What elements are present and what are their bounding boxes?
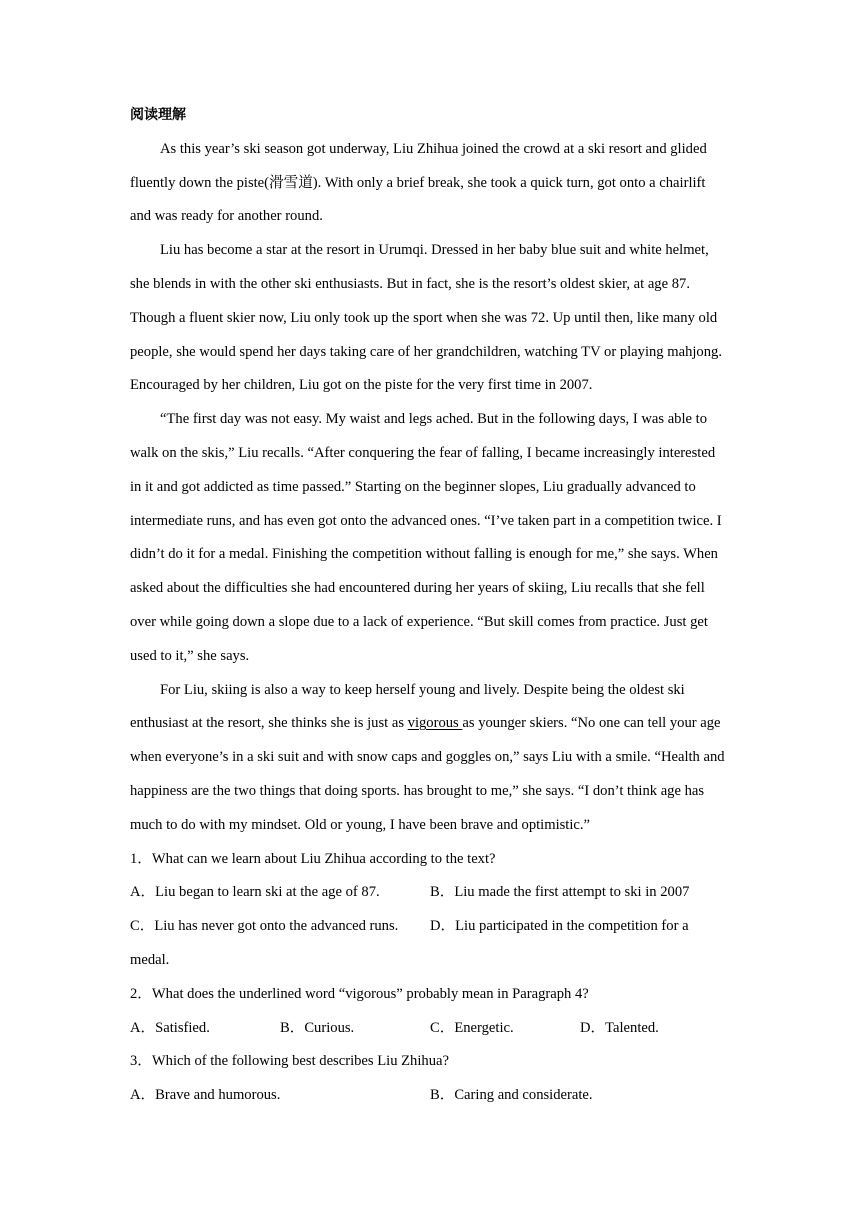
question-2-option-b: B．Curious.	[280, 1019, 355, 1036]
question-3-options-row	[130, 1079, 730, 1113]
underlined-word-vigorous: vigorous	[407, 715, 463, 732]
question-1-options-row-1	[130, 876, 730, 910]
question-1-option-c: C．Liu has never got onto the advanced runs.	[130, 918, 399, 935]
question-2-stem: 2．What does the underlined word “vigorous” probably mean in Paragraph 4?	[130, 985, 589, 1002]
section-heading: 阅读理解	[130, 107, 186, 123]
passage-paragraph-1: As this year’s ski season got underway, Liu Zhihua joined the crowd at a ski resort and glided fluently down the piste(滑雪道). With only a brief break, she took a quick turn, got onto a chairlift and was ready for another round.	[130, 140, 707, 225]
question-1-option-b: B．Liu made the first attempt to ski in 2007	[430, 884, 690, 901]
question-2-option-c: C．Energetic.	[430, 1019, 514, 1036]
question-2-option-d: D．Talented.	[580, 1019, 659, 1036]
question-3-option-a: A．Brave and humorous.	[130, 1087, 281, 1104]
question-2-option-a: A．Satisfied.	[130, 1019, 210, 1036]
question-1-option-a: A．Liu began to learn ski at the age of 87.	[130, 884, 380, 901]
paragraph-4-text-before: For Liu, skiing is also a way to keep herself young and lively. Despite being the oldest ski enthusiast at the resort, she thinks she is just as	[130, 681, 685, 732]
question-1-option-d: D．Liu participated in the competition for a medal.	[130, 918, 689, 968]
document-page	[130, 99, 730, 1113]
passage-paragraph-3: “The first day was not easy. My waist and legs ached. But in the following days, I was able to walk on the skis,” Liu recalls. “After conquering the fear of falling, I became increasingly interested in it and got addicted as time passed.” Starting on the beginner slopes, Liu gradually advanced to intermediate runs, and has even got onto the advanced ones. “I’ve taken part in a competition twice. I didn’t do it for a medal. Finishing the competition without falling is enough for me,” she says. When asked about the difficulties she had encountered during her years of skiing, Liu recalls that she fell over while going down a slope due to a lack of experience. “But skill comes from practice. Just get used to it,” she says.	[130, 411, 722, 664]
paragraph-4-text-after: as younger skiers. “No one can tell your age when everyone’s in a ski suit and with snow caps and goggles on,” says Liu with a smile. “Health and happiness are the two things that doing sports. has brought to me,” she says. “I don’t think age has much to do with my mindset. Old or young, I have been brave and optimistic.”	[130, 715, 725, 833]
passage-paragraph-4	[130, 674, 730, 843]
question-3-stem: 3．Which of the following best describes Liu Zhihua?	[130, 1053, 449, 1070]
question-3-option-b: B．Caring and considerate.	[430, 1087, 593, 1104]
passage-paragraph-2: Liu has become a star at the resort in Urumqi. Dressed in her baby blue suit and white helmet, she blends in with the other ski enthusiasts. But in fact, she is the resort’s oldest skier, at age 87. Though a fluent skier now, Liu only took up the sport when she was 72. Up until then, like many old people, she would spend her days taking care of her grandchildren, watching TV or playing mahjong. Encouraged by her children, Liu got on the piste for the very first time in 2007.	[130, 242, 722, 394]
question-1-stem: 1．What can we learn about Liu Zhihua according to the text?	[130, 850, 496, 867]
question-1-options-row-2	[130, 910, 730, 978]
question-2-options-row	[130, 1012, 730, 1046]
